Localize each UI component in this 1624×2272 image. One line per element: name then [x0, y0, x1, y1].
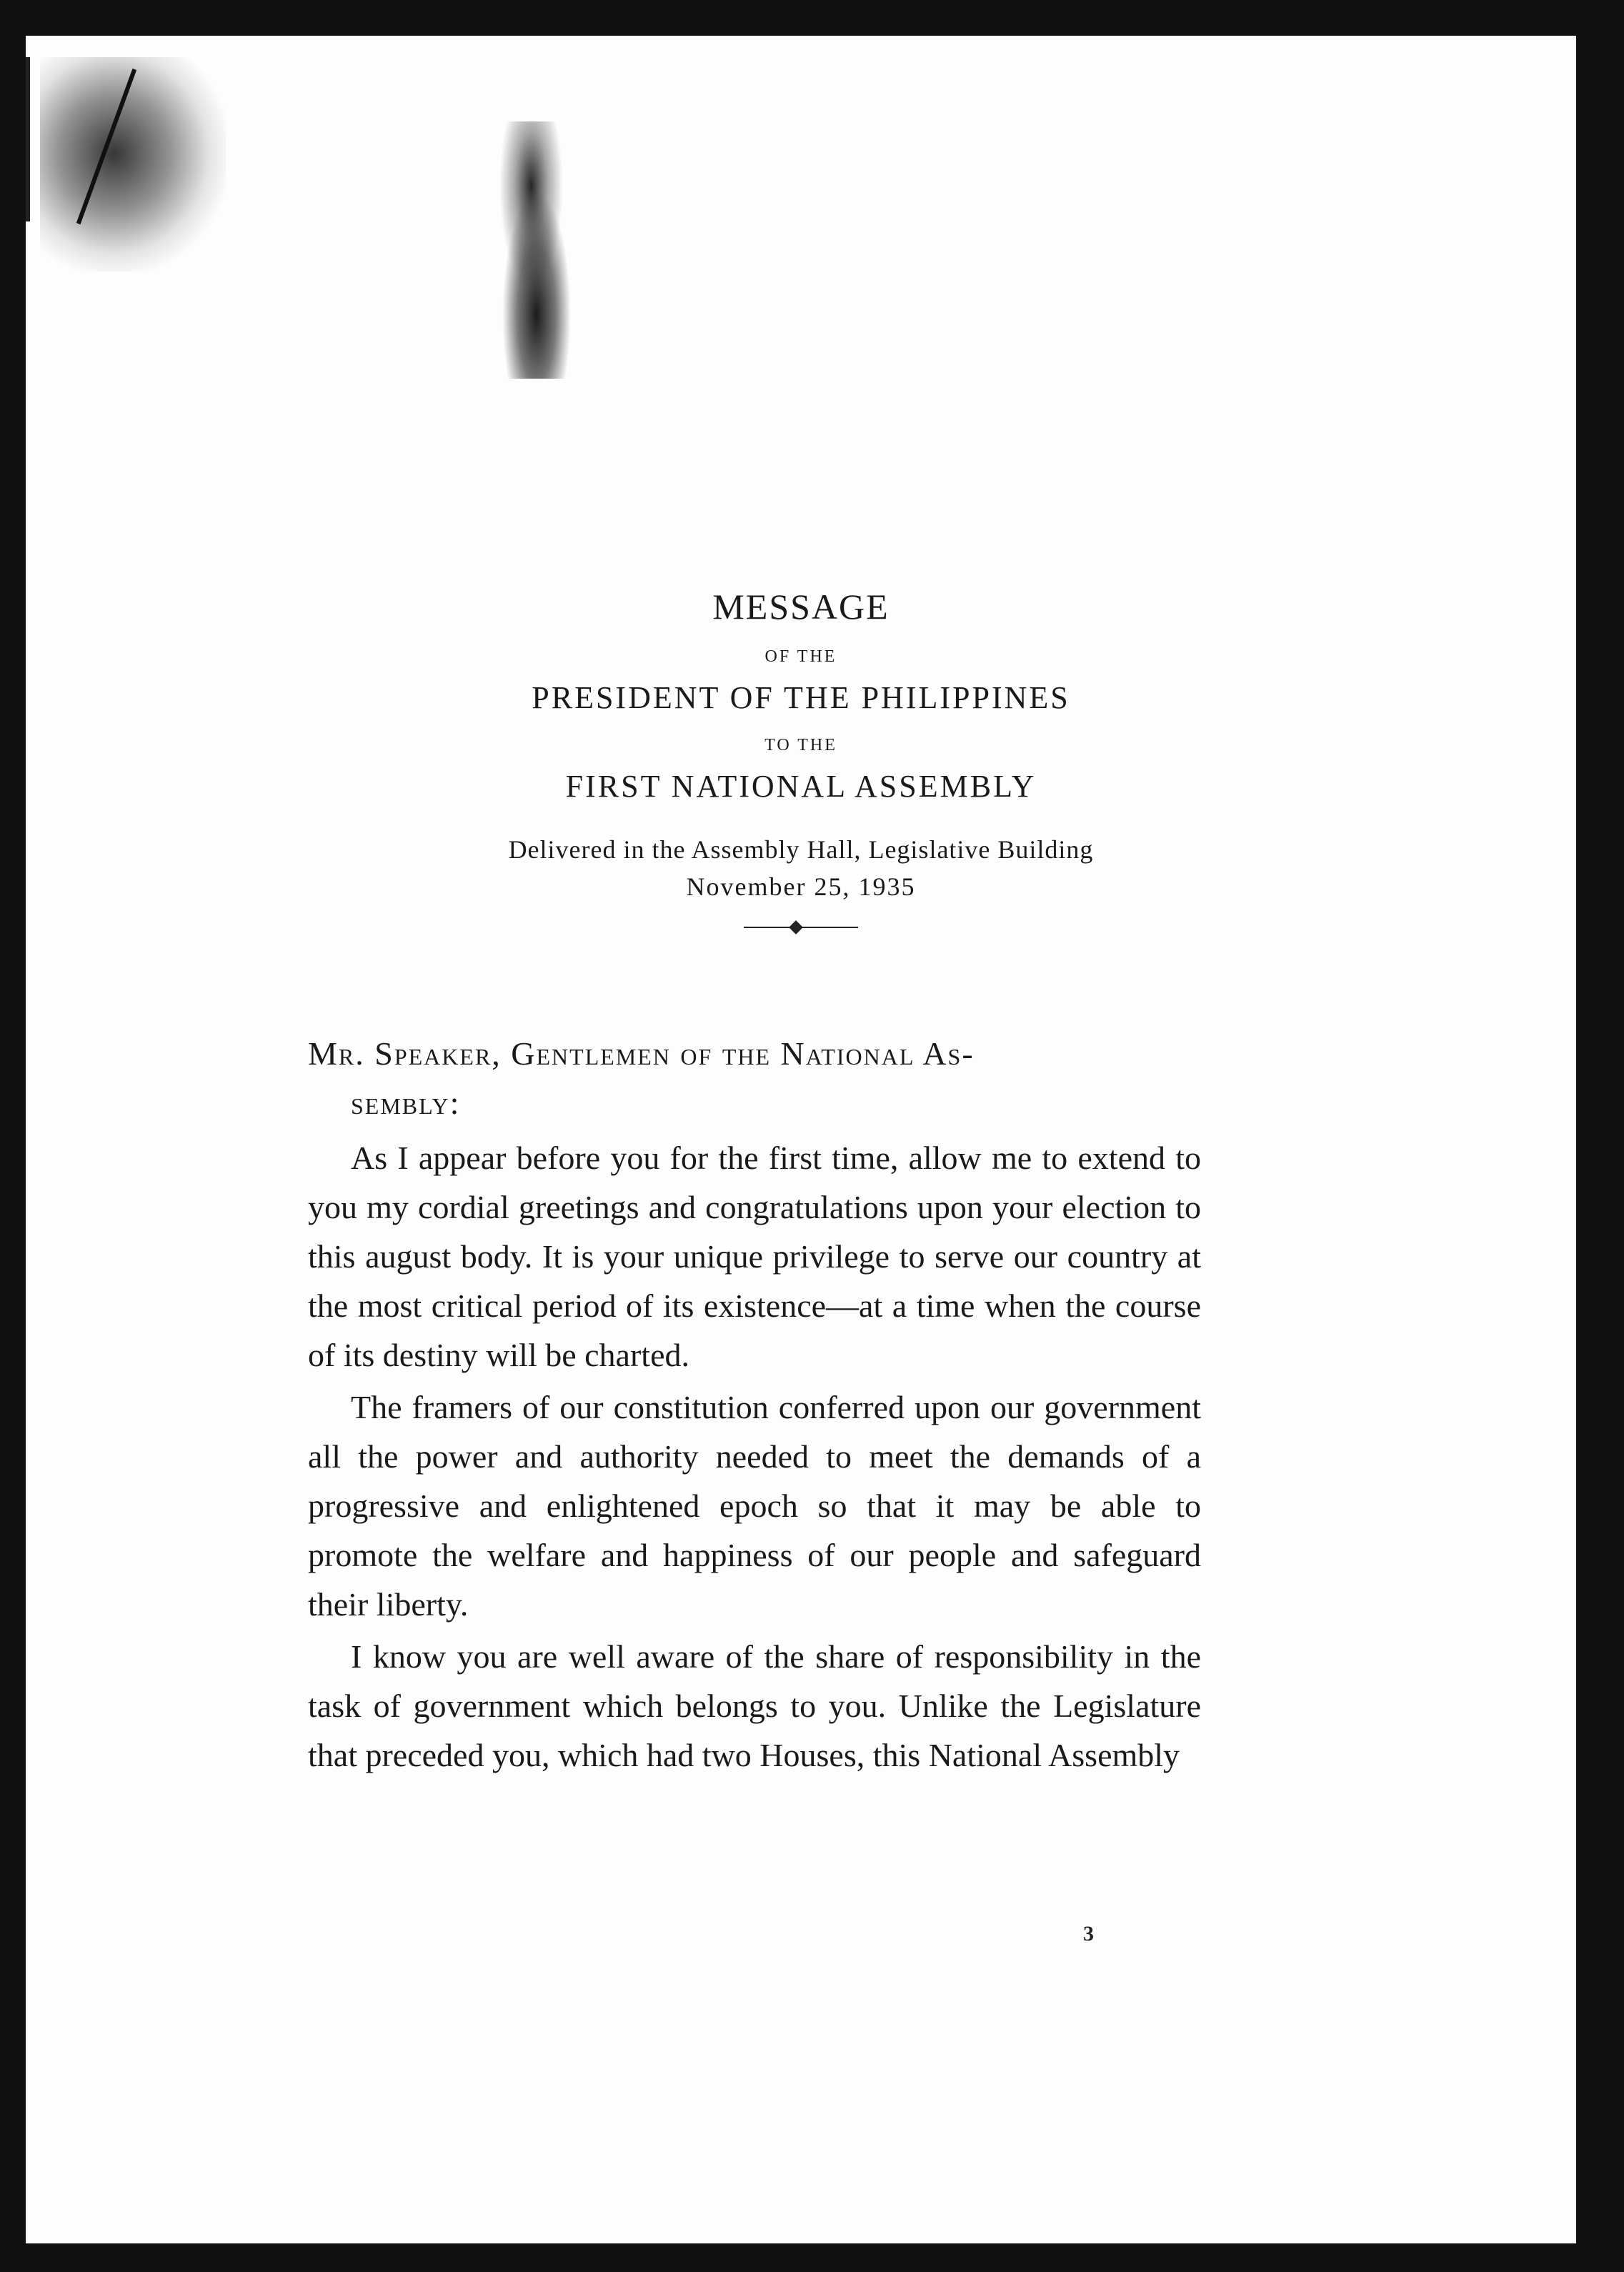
delivery-date: November 25, 1935: [686, 872, 916, 901]
of-the-label: OF THE: [764, 647, 837, 666]
president-heading: PRESIDENT OF THE PHILIPPINES: [532, 680, 1070, 715]
to-the-label: TO THE: [764, 736, 837, 754]
ink-stain: [40, 57, 226, 271]
delivery-location: Delivered in the Assembly Hall, Legislative Building: [508, 835, 1094, 864]
ornament-divider: [744, 920, 858, 935]
document-page: [26, 36, 1576, 2243]
paragraph: I know you are well aware of the share of responsibility in the task of government which belongs to you. Unlike the Legislature that preceded you, which had two Houses, this National Assembly: [308, 1638, 1201, 1773]
document-header: [26, 550, 1576, 935]
document-title: MESSAGE: [712, 587, 890, 627]
salutation-line: Mr. Speaker, Gentlemen of the National As-: [308, 1035, 975, 1072]
page-edge-mark: [26, 57, 30, 221]
paragraph: As I appear before you for the first time, allow me to extend to you my cordial greetings and congratulations upon your election to this august body. It is your unique privilege to serve our country at the most critical period of its existence—at a time when the course of its destiny will be charted.: [308, 1140, 1201, 1373]
ink-stain: [483, 121, 590, 379]
assembly-heading: FIRST NATIONAL ASSEMBLY: [565, 769, 1037, 804]
page-number: 3: [1083, 1922, 1094, 1945]
salutation-continuation: sembly:: [351, 1085, 461, 1121]
paragraph: The framers of our constitution conferred upon our government all the power and authority needed to meet the demands of a progressive and enlightened epoch so that it may be able to promote the welfare and happiness of our people and safeguard their liberty.: [308, 1389, 1201, 1623]
message-body: [308, 1029, 1201, 1783]
